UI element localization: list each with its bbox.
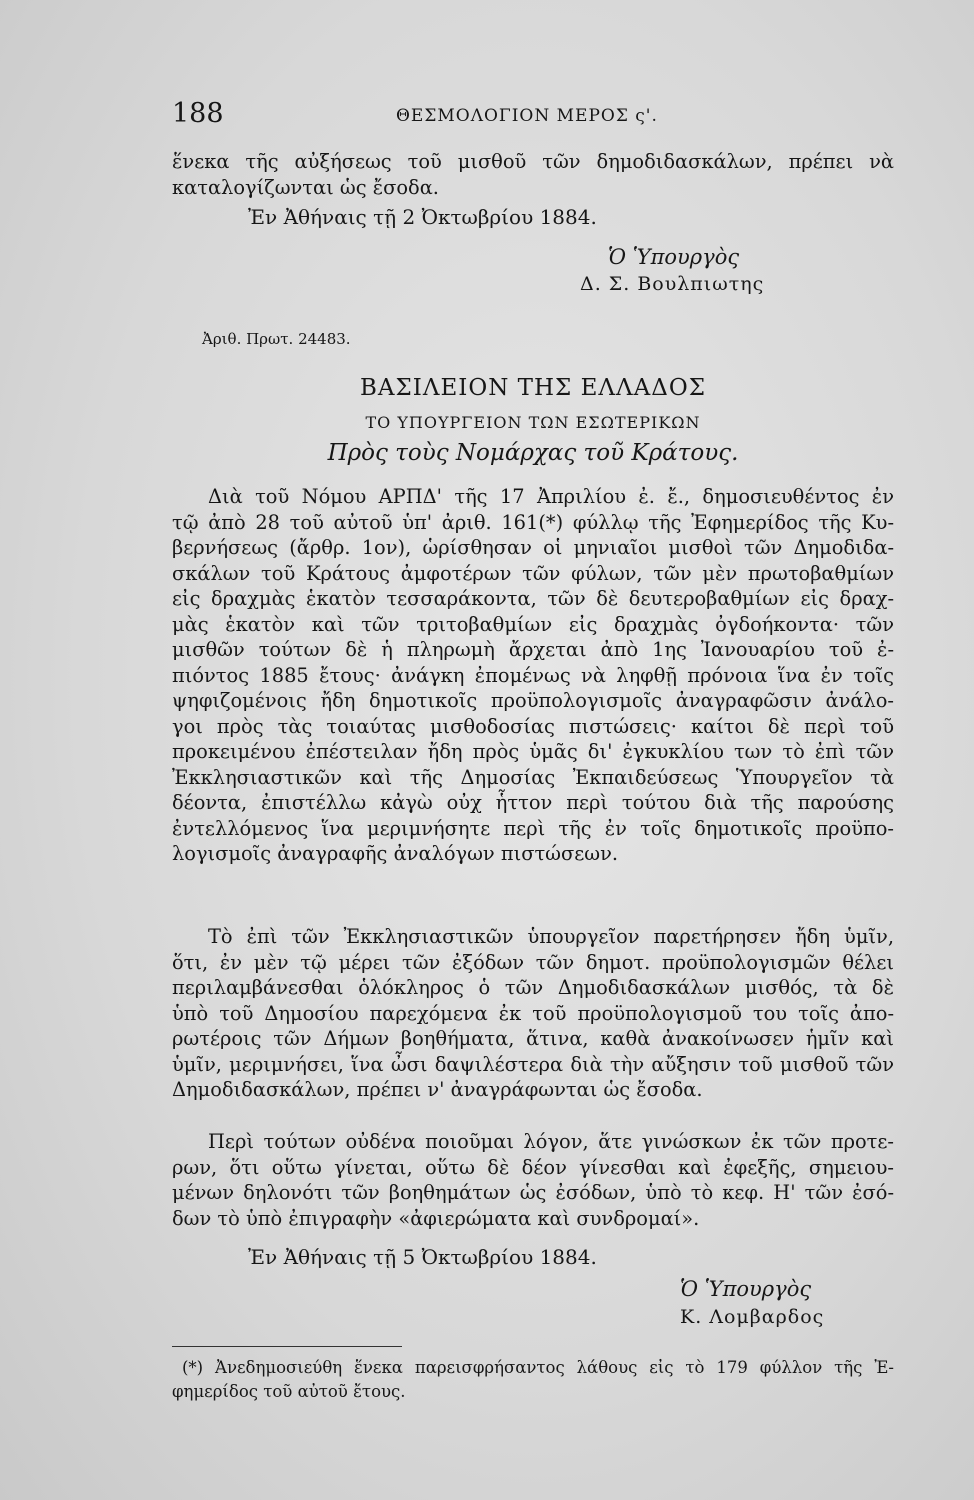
- text-line: μὰς ἑκατὸν καὶ τῶν τριτοβαθμίων εἰς δραχμὰς ὀγδοήκοντα· τῶν: [172, 612, 894, 636]
- text-line: βερνήσεως (ἄρθρ. 1ον), ὡρίσθησαν οἱ μηνιαῖοι μισθοὶ τῶν Δημοδιδα-: [172, 536, 894, 559]
- section1-signature-name: Δ. Σ. Βουλπιωτης: [580, 273, 765, 295]
- body-paragraph-3: [172, 1129, 894, 1231]
- text-line: εἰς δραχμὰς ἑκατὸν τεσσαράκοντα, τῶν δὲ δευτεροβαθμίων εἰς δραχ-: [172, 587, 894, 610]
- body-date: Ἐν Ἀθήναις τῇ 5 Ὀκτωβρίου 1884.: [248, 1245, 597, 1269]
- text-line: ἐντελλόμενος ἵνα μεριμνήσητε περὶ τῆς ἐν τοῖς δημοτικοῖς προϋπο-: [172, 816, 894, 840]
- text-line: ἕνεκα τῆς αὐξήσεως τοῦ μισθοῦ τῶν δημοδιδασκάλων, πρέπει νὰ: [172, 150, 894, 173]
- text-line: τῷ ἀπὸ 28 τοῦ αὐτοῦ ὑπ' ἀριθ. 161(*) φύλλῳ τῆς Ἐφημερίδος τῆς Κυ-: [172, 510, 894, 534]
- kingdom-heading: ΒΑΣΙΛΕΙΟΝ ΤΗΣ ΕΛΛΑΔΟΣ: [360, 375, 706, 401]
- footnote: [172, 1356, 894, 1404]
- section1-date: Ἐν Ἀθήναις τῇ 2 Ὀκτωβρίου 1884.: [248, 205, 597, 229]
- section1-signature-title: Ὁ Ὑπουργὸς: [608, 245, 740, 269]
- text-line: πιόντος 1885 ἔτους· ἀνάγκη ἐπομένως νὰ ληφθῇ πρόνοια ἵνα ἐν τοῖς: [172, 663, 894, 687]
- addressee-heading: Πρὸς τοὺς Νομάρχας τοῦ Κράτους.: [327, 440, 739, 466]
- text-line: δέοντα, ἐπιστέλλω κἀγὼ οὐχ ἧττον περὶ τούτου διὰ τῆς παρούσης: [172, 791, 894, 814]
- body-paragraph-1: [172, 484, 894, 867]
- body-signature-title: Ὁ Ὑπουργὸς: [680, 1277, 812, 1301]
- text-line: προκειμένου ἐπέστειλαν ἤδη πρὸς ὑμᾶς δι' ἐγκυκλίου των τὸ ἐπὶ τῶν: [172, 740, 894, 763]
- page-header: [172, 98, 892, 138]
- text-line: δων τὸ ὑπὸ ἐπιγραφὴν «ἀφιερώματα καὶ συνδρομαί».: [172, 1206, 700, 1230]
- page-number: 188: [172, 98, 224, 129]
- text-line: λογισμοῖς ἀναγραφῆς ἀναλόγων πιστώσεων.: [172, 842, 619, 865]
- text-line: ψηφιζομένοις ἤδη δημοτικοῖς προϋπολογισμοῖς ἀναγραφῶσιν ἀνάλο-: [172, 689, 894, 712]
- text-line: σκάλων τοῦ Κράτους ἀμφοτέρων τῶν φύλων, τῶν μὲν πρωτοβαθμίων: [172, 561, 894, 585]
- text-line: ὑπὸ τοῦ Δημοσίου παρεχόμενα ἐκ τοῦ προϋπολογισμοῦ του τοῖς ἀπο-: [172, 1001, 894, 1025]
- text-line: ὅτι, ἐν μὲν τῷ μέρει τῶν ἐξόδων τῶν δημοτ. προϋπολογισμῶν θέλει: [172, 950, 894, 974]
- text-line: ὑμῖν, μεριμνήσει, ἵνα ὦσι δαψιλέστερα διὰ τὴν αὔξησιν τοῦ μισθοῦ τῶν: [172, 1052, 894, 1076]
- footnote-line: (*) Ἀνεδημοσιεύθη ἕνεκα παρεισφρήσαντος λάθους εἰς τὸ 179 φύλλον τῆς Ἐ-: [182, 1358, 894, 1377]
- ministry-heading: ΤΟ ΥΠΟΥΡΓΕΙΟΝ ΤΩΝ ΕΣΩΤΕΡΙΚΩΝ: [365, 413, 701, 432]
- body-paragraph-2: [172, 924, 894, 1103]
- footnote-line: φημερίδος τοῦ αὐτοῦ ἔτους.: [172, 1382, 406, 1401]
- body-signature-name: Κ. Λομβαρδος: [680, 1306, 825, 1328]
- text-line: γοι πρὸς τὰς τοιαύτας μισθοδοσίας πιστώσεις· καίτοι δὲ περὶ τοῦ: [172, 714, 894, 738]
- text-line: Δημοδιδασκάλων, πρέπει ν' ἀναγράφωνται ὡς ἔσοδα.: [172, 1078, 703, 1101]
- text-line: ρωτέροις τῶν Δήμων βοηθήματα, ἅτινα, καθὰ ἀνακοίνωσεν ἡμῖν καὶ: [172, 1027, 894, 1050]
- protocol-number: Ἀριθ. Πρωτ. 24483.: [202, 330, 351, 348]
- footnote-rule: [172, 1346, 402, 1347]
- text-line: μισθῶν τούτων δὲ ἡ πληρωμὴ ἄρχεται ἀπὸ 1ης Ἰανουαρίου τοῦ ἐ-: [172, 638, 894, 661]
- text-line: ρων, ὅτι οὕτω γίνεται, οὕτω δὲ δέον γίνεσθαι καὶ ἐφεξῆς, σημειου-: [172, 1155, 894, 1179]
- text-line: περιλαμβάνεσθαι ὁλόκληρος ὁ τῶν Δημοδιδασκάλων μισθός, τὰ δὲ: [172, 976, 894, 999]
- text-line: Ἐκκλησιαστικῶν καὶ τῆς Δημοσίας Ἐκπαιδεύσεως Ὑπουργεῖον τὰ: [172, 765, 894, 789]
- text-line: Διὰ τοῦ Νόμου ΑΡΠΔ' τῆς 17 Ἀπριλίου ἐ. ἔ., δημοσιευθέντος ἐν: [208, 485, 894, 508]
- running-title: ΘΕΣΜΟΛΟΓΙΟΝ ΜΕΡΟΣ ς'.: [396, 106, 658, 126]
- section1-text: [172, 149, 894, 200]
- text-line: καταλογίζωνται ὡς ἔσοδα.: [172, 175, 439, 199]
- text-line: μένων δηλονότι τῶν βοηθημάτων ὡς ἐσόδων, ὑπὸ τὸ κεφ. Η' τῶν ἐσό-: [172, 1181, 894, 1204]
- text-line: Περὶ τούτων οὐδένα ποιοῦμαι λόγον, ἅτε γινώσκων ἐκ τῶν προτε-: [208, 1130, 894, 1153]
- text-line: Τὸ ἐπὶ τῶν Ἐκκλησιαστικῶν ὑπουργεῖον παρετήρησεν ἤδη ὑμῖν,: [208, 925, 894, 948]
